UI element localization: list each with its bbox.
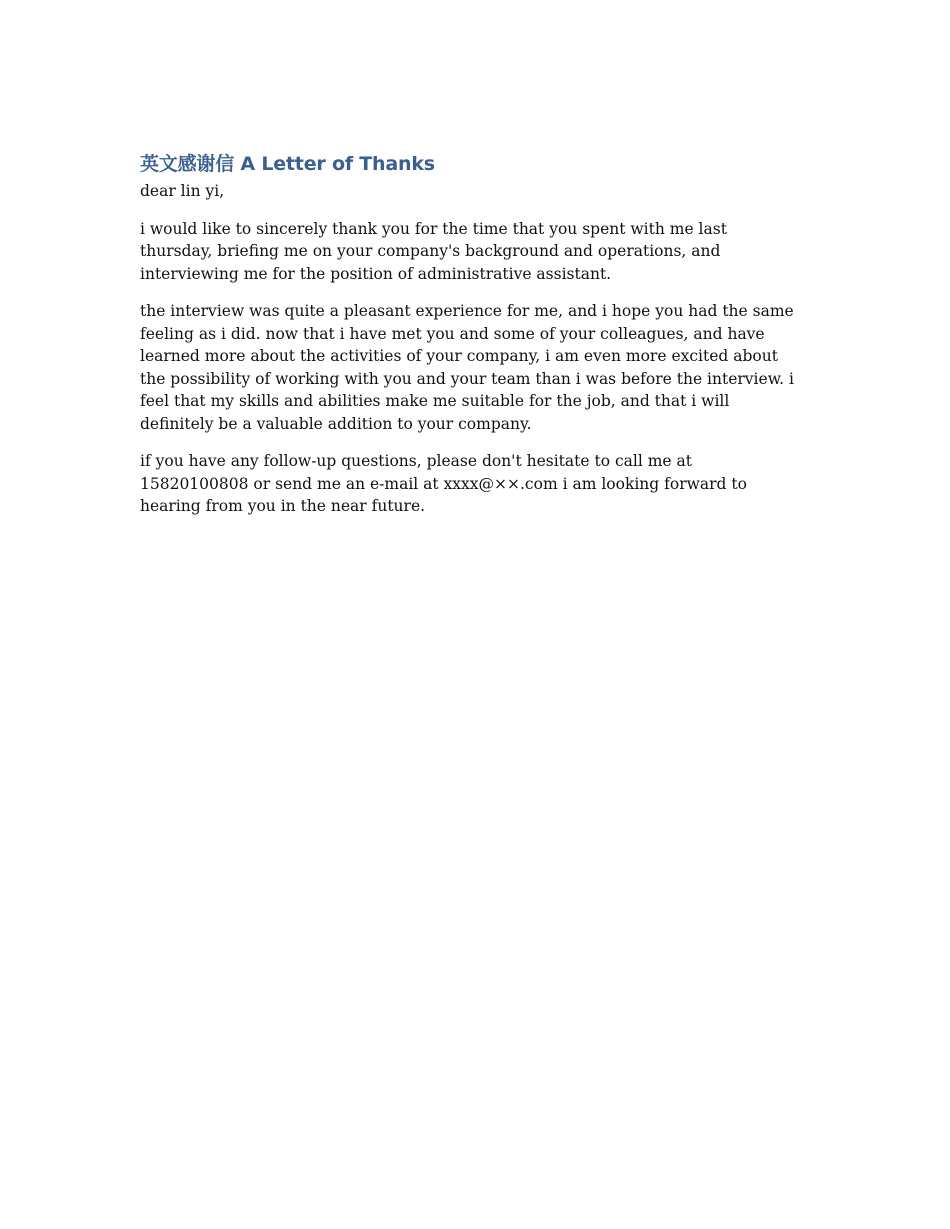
paragraph-interview: the interview was quite a pleasant experience for me, and i hope you had the same feeling as i did. now that i have met you and some of your colleagues, and have learned more about the activities of your company, i am even more excited about the possibility of working with you and your team than i was before the interview. i feel that my skills and abilities make me suitable for the job, and that i will definitely be a valuable addition to your company. <box>140 302 794 433</box>
letter-body <box>140 150 802 518</box>
salutation: dear lin yi, <box>140 182 225 200</box>
paragraph-thanks: i would like to sincerely thank you for the time that you spent with me last thursday, briefing me on your company's background and operations, and interviewing me for the position of administrative assistant. <box>140 219 727 283</box>
paragraph-contact: if you have any follow-up questions, please don't hesitate to call me at 15820100808 or send me an e-mail at xxxx@××.com i am looking forward to hearing from you in the near future. <box>140 452 747 515</box>
page-title: 英文感谢信 A Letter of Thanks <box>140 153 435 175</box>
